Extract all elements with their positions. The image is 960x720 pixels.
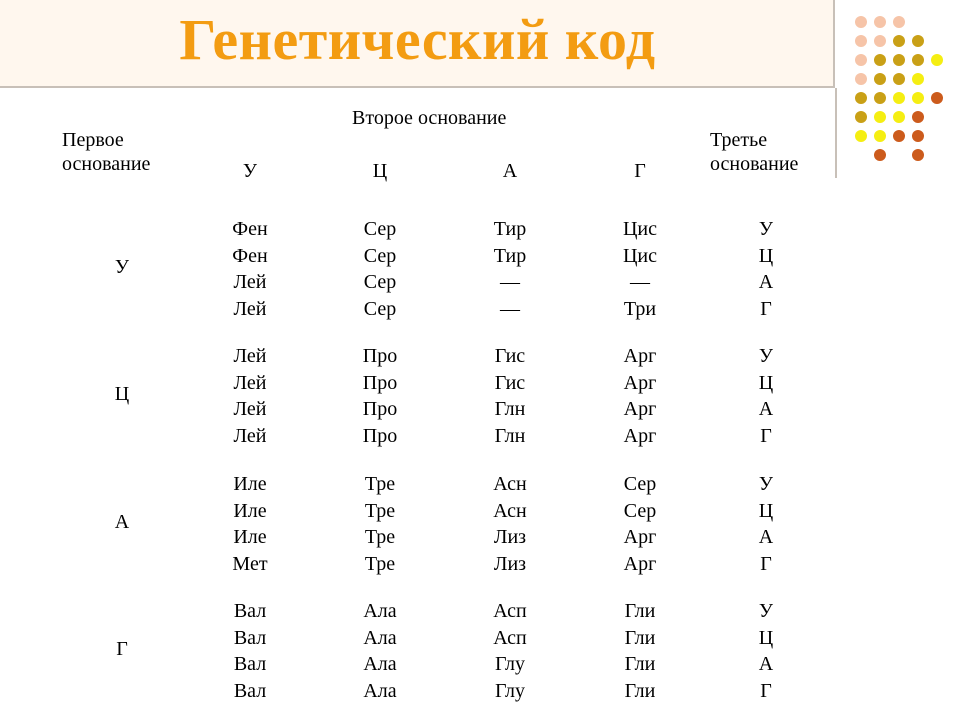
amino-acid: Ала bbox=[363, 680, 397, 703]
amino-acid: Тре bbox=[364, 526, 396, 549]
amino-acid: Асп bbox=[493, 626, 527, 649]
decor-dot bbox=[912, 92, 924, 104]
amino-acid: Фен bbox=[232, 244, 268, 267]
amino-acid: Вал bbox=[233, 600, 267, 622]
amino-acid: Арг bbox=[623, 553, 657, 576]
second-base-column-header: У bbox=[242, 160, 258, 182]
amino-acid-cell bbox=[320, 598, 440, 705]
third-base: Ц bbox=[758, 626, 774, 649]
amino-acid: Глу bbox=[494, 653, 526, 676]
third-base: Г bbox=[760, 680, 772, 703]
decor-dot bbox=[874, 111, 886, 123]
amino-acid: Лиз bbox=[493, 553, 527, 576]
decor-dot bbox=[931, 54, 943, 66]
amino-acid: Арг bbox=[623, 425, 657, 448]
decor-dot bbox=[931, 92, 943, 104]
amino-acid: Вал bbox=[233, 653, 267, 676]
second-base-column-header: А bbox=[502, 160, 518, 182]
decor-dot bbox=[912, 149, 924, 161]
decor-dot bbox=[893, 16, 905, 28]
third-base: А bbox=[758, 398, 774, 421]
amino-acid: Ала bbox=[363, 653, 397, 676]
amino-acid: Лей bbox=[233, 371, 267, 394]
amino-acid: Мет bbox=[232, 553, 268, 576]
third-base-header: Третье основание bbox=[710, 129, 799, 175]
third-base: У bbox=[758, 473, 774, 495]
third-base: Ц bbox=[758, 371, 774, 394]
third-base-cell bbox=[706, 598, 826, 705]
amino-acid: Лей bbox=[233, 298, 267, 321]
amino-acid: Сер bbox=[623, 499, 657, 522]
amino-acid: Иле bbox=[233, 473, 267, 495]
third-base: У bbox=[758, 345, 774, 367]
amino-acid: Глу bbox=[494, 680, 526, 703]
amino-acid: Арг bbox=[623, 345, 657, 367]
amino-acid: Иле bbox=[233, 499, 267, 522]
amino-acid: Лей bbox=[233, 425, 267, 448]
decor-dot bbox=[855, 16, 867, 28]
first-base-header: Первое основание bbox=[62, 129, 151, 175]
first-base-label: А bbox=[114, 511, 130, 533]
amino-acid: Гли bbox=[624, 626, 656, 649]
amino-acid: Сер bbox=[363, 218, 397, 240]
amino-acid-cell bbox=[450, 598, 570, 705]
amino-acid: Лей bbox=[233, 271, 267, 294]
amino-acid: Цис bbox=[622, 244, 658, 267]
decor-dot bbox=[893, 92, 905, 104]
amino-acid: Арг bbox=[623, 371, 657, 394]
amino-acid: Лей bbox=[233, 398, 267, 421]
first-base-label: Г bbox=[116, 638, 128, 660]
decor-dot bbox=[874, 16, 886, 28]
amino-acid-cell bbox=[580, 343, 700, 450]
amino-acid: Гли bbox=[624, 653, 656, 676]
third-base: Г bbox=[760, 425, 772, 448]
decor-dot bbox=[855, 54, 867, 66]
third-base: А bbox=[758, 526, 774, 549]
amino-acid: Иле bbox=[233, 526, 267, 549]
decor-dot bbox=[855, 73, 867, 85]
amino-acid: Глн bbox=[494, 398, 526, 421]
decor-dot bbox=[855, 111, 867, 123]
amino-acid-cell bbox=[580, 598, 700, 705]
amino-acid-cell bbox=[580, 216, 700, 323]
amino-acid: Асп bbox=[493, 600, 527, 622]
amino-acid: Гис bbox=[494, 345, 526, 367]
third-base: У bbox=[758, 600, 774, 622]
amino-acid-cell bbox=[450, 343, 570, 450]
decor-dot bbox=[893, 111, 905, 123]
amino-acid: Про bbox=[362, 398, 398, 421]
amino-acid: Гли bbox=[624, 680, 656, 703]
decor-dot bbox=[893, 130, 905, 142]
amino-acid: Сер bbox=[363, 244, 397, 267]
amino-acid-cell bbox=[190, 598, 310, 705]
decor-dot bbox=[912, 130, 924, 142]
amino-acid: Гис bbox=[494, 371, 526, 394]
third-base: У bbox=[758, 218, 774, 240]
decor-dot bbox=[893, 35, 905, 47]
third-base: Г bbox=[760, 298, 772, 321]
third-base: Ц bbox=[758, 244, 774, 267]
amino-acid: Про bbox=[362, 371, 398, 394]
amino-acid: Гли bbox=[624, 600, 656, 622]
decor-dot bbox=[874, 130, 886, 142]
third-base: А bbox=[758, 271, 774, 294]
amino-acid: Про bbox=[362, 425, 398, 448]
amino-acid-cell bbox=[580, 471, 700, 578]
amino-acid-cell bbox=[190, 216, 310, 323]
amino-acid: Фен bbox=[232, 218, 268, 240]
decor-dot bbox=[874, 54, 886, 66]
amino-acid-cell bbox=[190, 471, 310, 578]
amino-acid: Асн bbox=[493, 473, 527, 495]
page-title: Генетический код bbox=[179, 7, 656, 72]
amino-acid: Ала bbox=[363, 626, 397, 649]
amino-acid: Цис bbox=[622, 218, 658, 240]
second-base-header: Второе основание bbox=[352, 107, 507, 129]
amino-acid: Тир bbox=[493, 244, 527, 267]
decor-dot bbox=[912, 54, 924, 66]
amino-acid: Тре bbox=[364, 553, 396, 576]
third-base-cell bbox=[706, 216, 826, 323]
first-base-label: Ц bbox=[114, 383, 130, 405]
amino-acid: Вал bbox=[233, 626, 267, 649]
amino-acid: Арг bbox=[623, 398, 657, 421]
amino-acid: Про bbox=[362, 345, 398, 367]
decor-dot bbox=[874, 92, 886, 104]
amino-acid: Сер bbox=[363, 298, 397, 321]
amino-acid: Ала bbox=[363, 600, 397, 622]
amino-acid-cell bbox=[320, 216, 440, 323]
amino-acid: Глн bbox=[494, 425, 526, 448]
amino-acid-cell bbox=[320, 343, 440, 450]
decor-dot bbox=[912, 35, 924, 47]
decor-dot bbox=[912, 111, 924, 123]
decor-dot bbox=[874, 73, 886, 85]
amino-acid: Тир bbox=[493, 218, 527, 240]
first-base-label: У bbox=[114, 256, 130, 278]
amino-acid: Лей bbox=[233, 345, 267, 367]
decor-dot bbox=[893, 54, 905, 66]
third-base-cell bbox=[706, 343, 826, 450]
third-base: Г bbox=[760, 553, 772, 576]
amino-acid-cell bbox=[320, 471, 440, 578]
amino-acid: — bbox=[500, 298, 520, 321]
amino-acid: — bbox=[500, 271, 520, 294]
decor-dot bbox=[874, 35, 886, 47]
amino-acid-cell bbox=[190, 343, 310, 450]
second-base-column-header: Г bbox=[634, 160, 646, 182]
decor-dot bbox=[855, 35, 867, 47]
decor-divider bbox=[835, 88, 837, 178]
amino-acid: Три bbox=[623, 298, 657, 321]
amino-acid: Сер bbox=[363, 271, 397, 294]
third-base-cell bbox=[706, 471, 826, 578]
second-base-column-header: Ц bbox=[372, 160, 388, 182]
amino-acid: Тре bbox=[364, 473, 396, 495]
amino-acid: Лиз bbox=[493, 526, 527, 549]
third-base: Ц bbox=[758, 499, 774, 522]
amino-acid: Асн bbox=[493, 499, 527, 522]
amino-acid: Арг bbox=[623, 526, 657, 549]
amino-acid: Сер bbox=[623, 473, 657, 495]
decor-dot bbox=[855, 92, 867, 104]
decor-dot bbox=[912, 73, 924, 85]
amino-acid-cell bbox=[450, 216, 570, 323]
amino-acid: Тре bbox=[364, 499, 396, 522]
amino-acid: Вал bbox=[233, 680, 267, 703]
decor-dot bbox=[874, 149, 886, 161]
amino-acid-cell bbox=[450, 471, 570, 578]
decor-dot bbox=[855, 130, 867, 142]
decor-dot bbox=[893, 73, 905, 85]
third-base: А bbox=[758, 653, 774, 676]
amino-acid: — bbox=[630, 271, 650, 294]
